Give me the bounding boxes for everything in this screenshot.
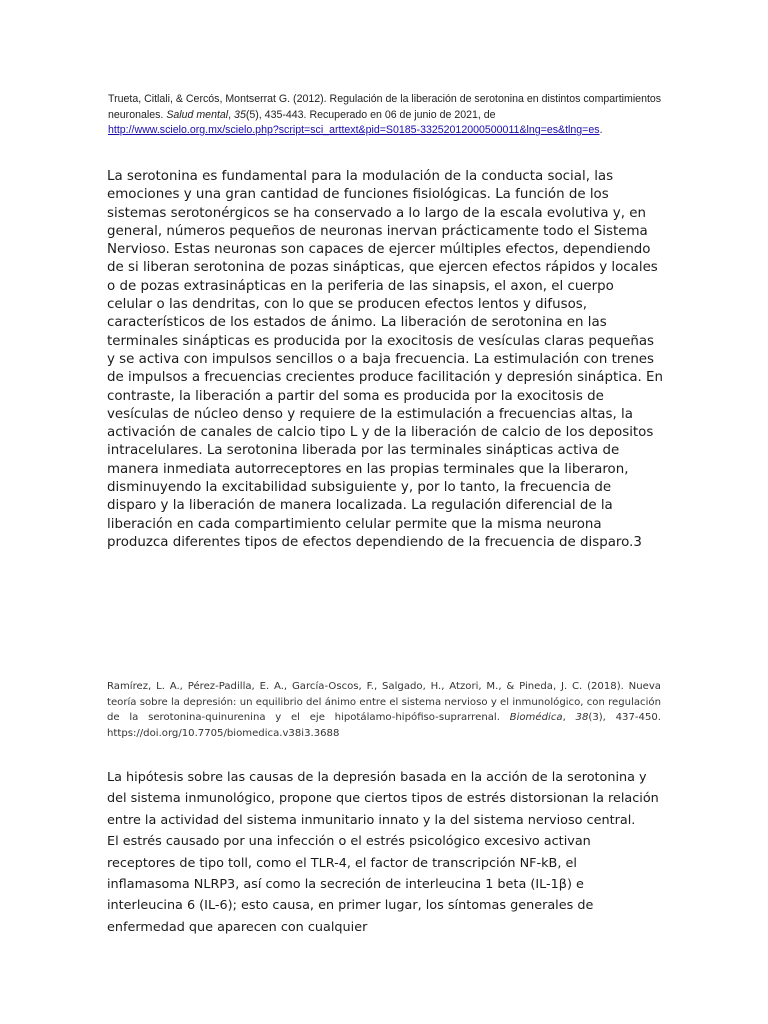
reference-1-url-link[interactable]: http://www.scielo.org.mx/scielo.php?script=sci_arttext&pid=S0185-33252012000500011&lng=es&tlng=es <box>108 124 600 137</box>
reference-2-journal: Biomédica <box>509 712 563 724</box>
reference-1-end: . <box>599 124 603 137</box>
reference-ramirez-et-al: Ramírez, L. A., Pérez-Padilla, E. A., García-Oscos, F., Salgado, H., Atzori, M., & Pineda, J. C. (2018). Nueva teoría sobre la depresión: un equilibrio del ánimo entre el sistema nervioso y el inmunológico, con regulación de la serotonina-quinurenina y el eje hipotálamo-hipófiso-suprarrenal. Biomédica, 38(3), 437-450. https://doi.org/10.7705/biomedica.v38i3.3688 <box>107 681 661 740</box>
depression-paragraph-2: El estrés causado por una infección o el estrés psicológico excesivo activan receptores de tipo toll, como el TLR-4, el factor de transcripción NF-kB, el inflamasoma NLRP3, así como la secreción de interleucina 1 beta (IL-1β) e interleucina 6 (IL-6); esto causa, en primer lugar, los síntomas generales de enfermedad que aparecen con cualquier <box>107 834 594 935</box>
reference-1-volume: 35 <box>234 108 246 121</box>
reference-2-doi: https://doi.org/10.7705/biomedica.v38i3.3688 <box>107 728 340 740</box>
serotonin-paragraph: La serotonina es fundamental para la modulación de la conducta social, las emociones y una gran cantidad de funciones fisiológicas. La función de los sistemas serotonérgicos se ha conservado a lo largo de la escala evolutiva y, en general, números pequeños de neuronas inervan prácticamente todo el Sistema Nervioso. Estas neuronas son capaces de ejercer múltiples efectos, dependiendo de si liberan serotonina de pozas sinápticas, que ejercen efectos rápidos y locales o de pozas extrasinápticas en la periferia de las sinapsis, el axon, el cuerpo celular o las dendritas, con lo que se producen efectos lentos y difusos, característicos de los estados de ánimo. La liberación de serotonina en las terminales sinápticas es producida por la exocitosis de vesículas claras pequeñas y se activa con impulsos sencillos o a baja frecuencia. La estimulación con trenes de impulsos a frecuencias crecientes produce facilitación y depresión sináptica. En contraste, la liberación a partir del soma es producida por la exocitosis de vesículas de núcleo denso y requiere de la estimulación a frecuencias altas, la activación de canales de calcio tipo L y de la liberación de calcio de los depositos intracelulares. La serotonina liberada por las terminales sinápticas activa de manera inmediata autorreceptores en las propias terminales que la liberaron, disminuyendo la excitabilidad subsiguiente y, por lo tanto, la frecuencia de disparo y la liberación de manera localizada. La regulación diferencial de la liberación en cada compartimiento celular permite que la misma neurona produzca diferentes tipos de efectos dependiendo de la frecuencia de disparo.3 <box>107 169 663 550</box>
depression-paragraph-1: La hipótesis sobre las causas de la depresión basada en la acción de la serotonina y del sistema inmunológico, propone que ciertos tipos de estrés distorsionan la relación entre la actividad del sistema inmunitario innato y la del sistema nervioso central. <box>107 770 659 828</box>
reference-1-authors-title: Trueta, Citlali, & Cercós, Montserrat G. (2012). Regulación de la liberación de serotonina en distintos compartimientos neuronales. <box>108 93 662 121</box>
reference-1-journal: Salud mental <box>166 108 229 121</box>
reference-1-issue-pages: (5), 435-443. Recuperado en 06 de junio de 2021, de <box>245 108 496 121</box>
reference-2-volume: 38 <box>575 712 589 724</box>
reference-2-issue-pages: (3), 437-450. <box>588 712 661 724</box>
reference-trueta-cercos: Trueta, Citlali, & Cercós, Montserrat G. (2012). Regulación de la liberación de serotonina en distintos compartimientos neuronales. Salud mental, 35(5), 435-443. Recuperado en 06 de junio de 2021, de http://www.scielo.org.mx/scielo.php?script=sci_arttext&pid=S0185-33252012000500011&lng=es&tlng=es. <box>108 93 662 137</box>
reference-2-authors-title: Ramírez, L. A., Pérez-Padilla, E. A., García-Oscos, F., Salgado, H., Atzori, M., & Pineda, J. C. (2018). Nueva teoría sobre la depresión: un equilibrio del ánimo entre el sistema nervioso y el inmunológico, con regulación de la serotonina-quinurenina y el eje hipotálamo-hipófiso-suprarrenal. <box>107 681 661 724</box>
depression-hypothesis-section <box>107 767 663 938</box>
